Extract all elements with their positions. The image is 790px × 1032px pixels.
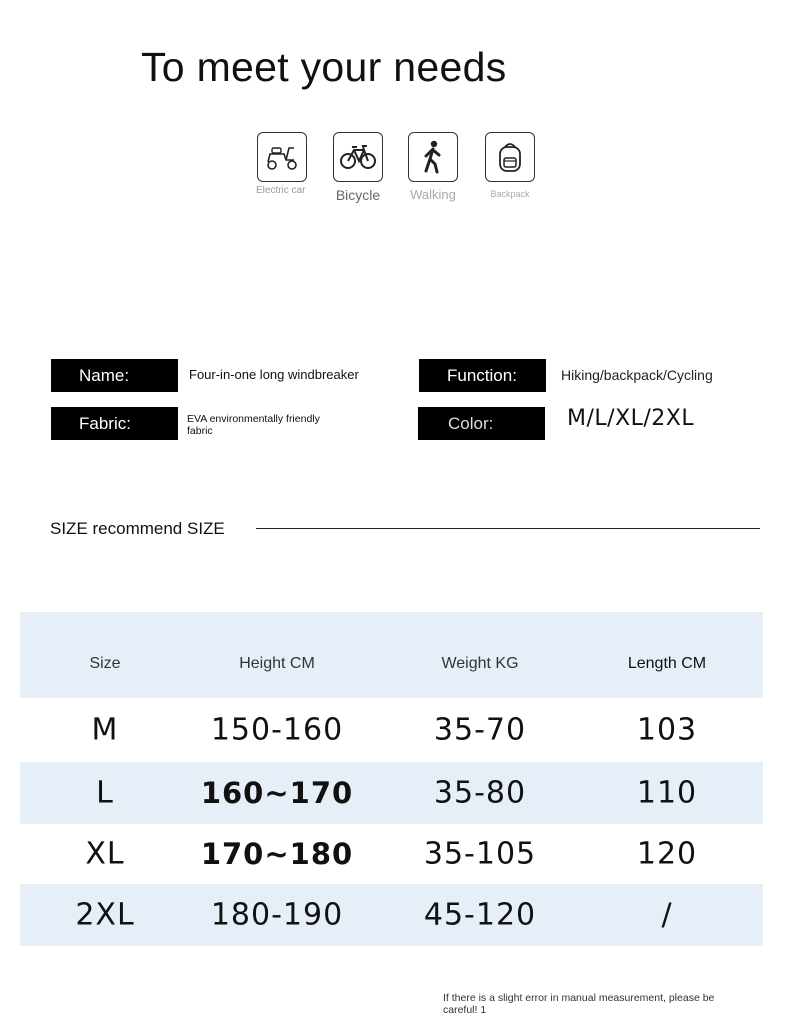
header-length: Length CM (627, 655, 707, 672)
name-label: Name: (51, 359, 178, 392)
cell-size: XL (85, 836, 125, 872)
fabric-value: EVA environmentally friendly fabric (187, 413, 320, 437)
fabric-label: Fabric: (51, 407, 178, 440)
cell-height: 160~170 (200, 776, 354, 810)
walking-icon (408, 132, 458, 182)
usage-label: Bicycle (335, 187, 381, 203)
table-row (20, 698, 763, 762)
cell-height: 150-160 (210, 712, 344, 748)
header-weight: Weight KG (441, 655, 519, 672)
color-label: Color: (418, 407, 545, 440)
usage-label: Walking (410, 187, 456, 202)
color-value: M/L/XL/2XL (567, 406, 695, 431)
measurement-note: If there is a slight error in manual measurement, please be careful! 1 (443, 992, 715, 1016)
cell-length: 120 (636, 836, 698, 872)
cell-weight: 35-105 (423, 836, 537, 872)
cell-height: 180-190 (210, 897, 344, 933)
usage-label: Electric car (256, 185, 306, 196)
page-headline: To meet your needs (141, 44, 507, 90)
usage-icons (0, 132, 790, 222)
table-row (20, 884, 763, 946)
cell-length: / (661, 897, 673, 933)
table-row (20, 824, 763, 884)
cell-size: 2XL (75, 897, 135, 933)
function-label: Function: (419, 359, 546, 392)
cell-weight: 35-70 (433, 712, 527, 748)
scooter-icon (257, 132, 307, 182)
function-value: Hiking/backpack/Cycling (561, 367, 713, 383)
table-header-row (20, 612, 763, 698)
usage-bicycle (318, 132, 398, 203)
cell-length: 103 (636, 712, 698, 748)
name-value: Four-in-one long windbreaker (189, 367, 359, 382)
size-section-title: SIZE recommend SIZE (50, 519, 225, 538)
usage-label: Backpack (490, 189, 530, 199)
size-table (20, 612, 763, 946)
usage-backpack (470, 132, 550, 199)
cell-size: M (91, 712, 119, 748)
usage-electric-car (242, 132, 322, 195)
table-row (20, 762, 763, 824)
cell-height: 170~180 (200, 837, 354, 871)
usage-walking (393, 132, 473, 202)
cell-length: 110 (636, 775, 698, 811)
backpack-icon (485, 132, 535, 182)
header-height: Height CM (239, 655, 315, 672)
header-size: Size (89, 655, 121, 672)
cell-weight: 45-120 (423, 897, 537, 933)
bicycle-icon (333, 132, 383, 182)
cell-size: L (96, 775, 114, 811)
cell-weight: 35-80 (433, 775, 527, 811)
section-divider (256, 528, 760, 529)
